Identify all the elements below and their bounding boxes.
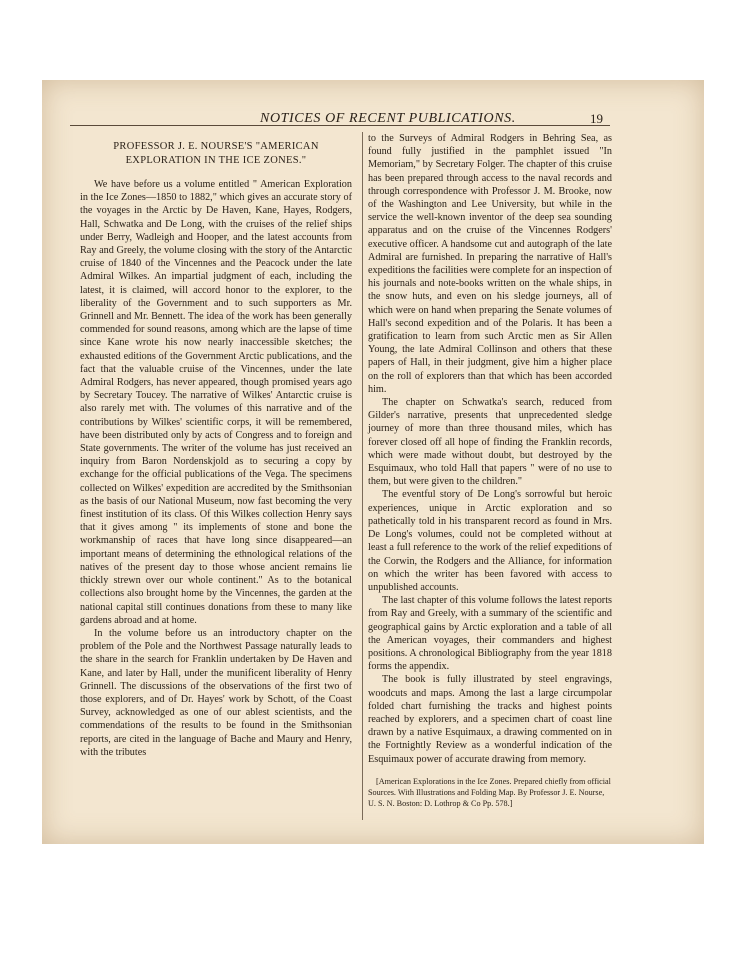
article-heading: PROFESSOR J. E. NOURSE'S "AMERICAN EXPLORATION IN THE ICE ZONES." [113,141,319,166]
column-divider [362,132,363,820]
header-rule [70,125,610,126]
page-number: 19 [590,111,603,126]
right-column [368,132,612,817]
paragraph: The chapter on Schwatka's search, reduced from Gilder's narrative, presents that unprecedented sledge journey of more than three thousand miles, which has forever closed off all hope of finding the Franklin records, which were made without doubt, but destroyed by the Esquimaux, who told Hall that papers " were of no use to them, but were given to the children." [368,397,612,488]
running-title: NOTICES OF RECENT PUBLICATIONS. [260,111,516,126]
paragraph: The last chapter of this volume follows the latest reports from Ray and Greely, with a summary of the scientific and geographical gains by Arctic exploration and a table of all the American voyages, their commanders and highest positions. A chronological Bibliography from the year 1818 forms the appendix. [368,595,612,673]
left-column [80,132,352,759]
bibliographic-footnote: [American Explorations in the Ice Zones. Prepared chiefly from official Sources. With Illustrations and Folding Map. By Professor J. E. Nourse, U. S. N. Boston: D. Lothrop & Co Pp. 578.] [368,776,611,808]
paragraph: The eventful story of De Long's sorrowful but heroic experiences, unique in Arctic exploration and so pathetically told in his transparent record as found in Mrs. De Long's volumes, could not be completed without at least a full reference to the work of the relief expeditions of the Corwin, the Rodgers and the Alliance, for information on which the writer has been favored with access to unpublished accounts. [368,489,612,593]
page-header [42,111,704,131]
paragraph: The book is fully illustrated by steel engravings, woodcuts and maps. Among the last a large circumpolar folded chart furnishing the tracks and highest points reached by explorers, and a specimen chart of coast line drawn by a native Esquimaux, a drawing commented on in the Fortnightly Review as a wonderful indication of the Esquimaux power of accurate drawing from memory. [368,674,612,765]
paragraph: We have before us a volume entitled " American Exploration in the Ice Zones—1850 to 1882," which gives an accurate story of the voyages in the Arctic by De Haven, Kane, Hayes, Rodgers, Hall, Schwatka and De Long, with the cruises of the relief ships under Berry, Wadleigh and Hooper, and the latest accounts from Ray and Greely, the volume closing with the story of the Antarctic cruise of 1840 of the Vincennes and the Peacock under the late Admiral Wilkes. An impartial judgment of each, including the latest, it is claimed, will accord honor to the explorer, to the liberality of the Government and to such supporters as Mr. Grinnell and Mr. Bennett. The idea of the work has been generally commended for sound reasons, among which are the lapse of time since Kane wrote his now nearly inaccessible sketches; the exhausted editions of the Government Arctic publications, and the fact that the valuable cruise of the Vincennes, under the late Admiral Rodgers, has never appeared, though promised years ago by Secretary Toucey. The narrative of Wilkes' Antarctic cruise is also rarely met with. The volumes of this narrative and of the contributions by Wilkes' scientific corps, it will be remembered, have been distributed only by acts of Congress and to foreign and State governments. The writer of the volume has just received an inquiry from Baron Nordenskjold as to securing a copy by exchange for the official publications of the Vega. The specimens collected on Wilkes' expedition are accredited by the Smithsonian as the basis of our National Museum, now fast becoming the very finest institution of its class. Of this Wilkes collection Henry says that it gives among " its implements of stone and bone the workmanship of races that have long since disappeared—an important means of determining the ethnological relations of the natives of the present day to those whose ancient remains lie thickly strewn over our whole continent." As to the botanical collections also brought home by the Vincennes, the garden at the national capital still continues donations from these to many like gardens abroad and at home. [80,179,352,626]
paragraph: to the Surveys of Admiral Rodgers in Behring Sea, as found fully justified in the pamphlet issued "In Memoriam," by Secretary Folger. The chapter of this cruise has been prepared through access to the naval records and through correspondence with Professor J. M. Brooke, now of the Washington and Lee University, but while in the service the well-known inventor of the deep sea sounding apparatus and on the cruise of the Vincennes Rodgers' executive officer. A handsome cut and autograph of the late Admiral are furnished. In preparing the narrative of Hall's expeditions the facilities were complete for an inspection of his journals and note-books written on the whale ships, in the snow huts, and even on his sledge journeys, all of which were on hand when preparing the Senate volumes of Hall's second expedition and of the Polaris. It has been a gratification to learn from such Arctic men as Sir Allen Young, the late Admiral Collinson and others that these papers of Hall, in their judgment, give him a higher place on the roll of explorers than that which has been accorded him. [368,133,612,395]
paragraph: In the volume before us an introductory chapter on the problem of the Pole and the Northwest Passage naturally leads to the share in the search for Franklin undertaken by De Haven and Kane, and later by Hall, under the munificent liberality of Henry Grinnell. The discussions of the observations of the first two of those explorers, and of Dr. Hayes' work by Schott, of the Coast Survey, acknowledged as one of our ablest scientists, and the commendations of the results to be found in the Smithsonian reports, are cited in the language of Bache and Maury and Henry, with the tributes [80,627,352,758]
